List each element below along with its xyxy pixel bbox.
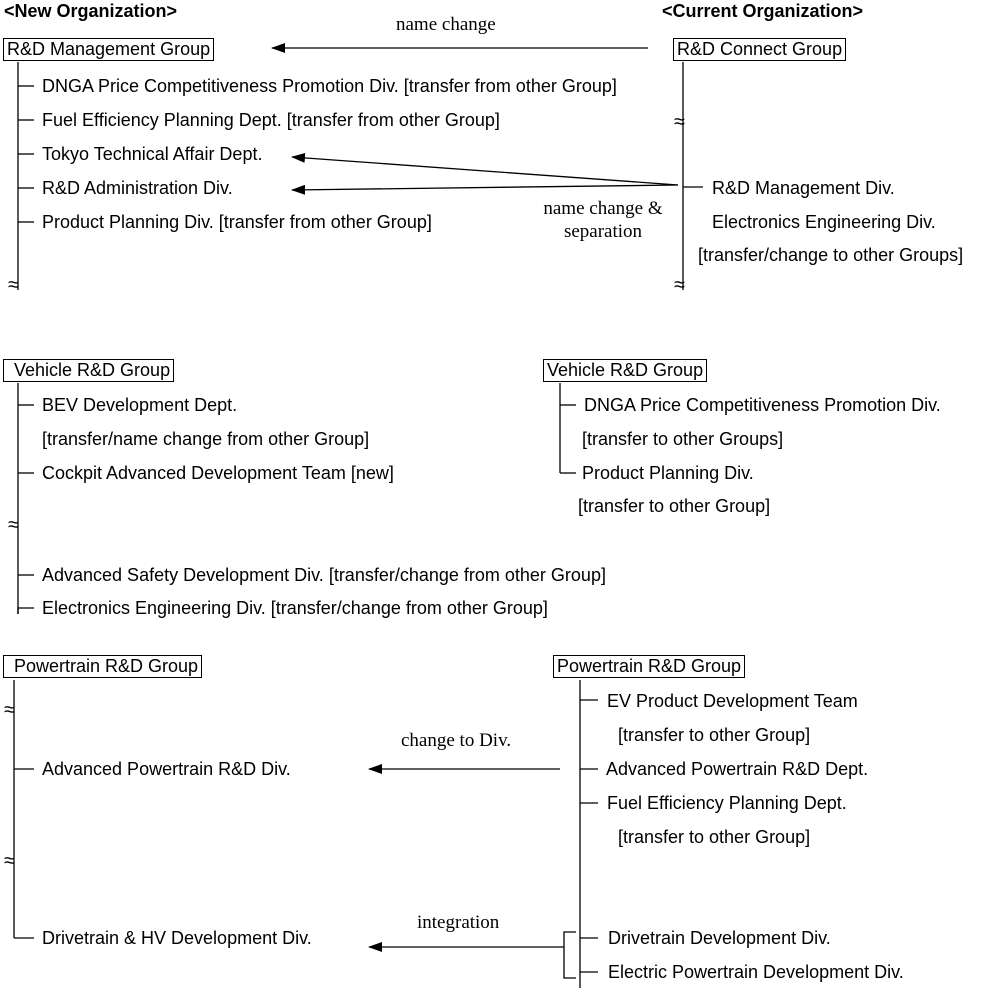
new-item: Advanced Powertrain R&D Div. bbox=[42, 759, 291, 779]
label-name-change-separation-1: name change & bbox=[543, 198, 663, 219]
current-item: Electronics Engineering Div. bbox=[712, 212, 936, 232]
label-name-change-separation-2: separation bbox=[563, 221, 643, 242]
current-item-note: [transfer to other Group] bbox=[618, 827, 811, 847]
new-item: Fuel Efficiency Planning Dept. [transfer from other Group] bbox=[42, 110, 500, 130]
new-group-powertrain-rd: Powertrain R&D Group bbox=[3, 655, 202, 678]
current-item: DNGA Price Competitiveness Promotion Div. bbox=[584, 395, 941, 415]
current-item: Fuel Efficiency Planning Dept. bbox=[607, 793, 847, 813]
current-item-note: [transfer to other Groups] bbox=[582, 429, 784, 449]
break-mark: ≈ bbox=[674, 274, 685, 296]
new-item: Electronics Engineering Div. [transfer/change from other Group] bbox=[42, 598, 548, 618]
break-mark: ≈ bbox=[4, 699, 15, 721]
label-integration: integration bbox=[417, 912, 500, 933]
current-item: Electric Powertrain Development Div. bbox=[608, 962, 904, 982]
new-item: Tokyo Technical Affair Dept. bbox=[42, 144, 263, 164]
new-item: Drivetrain & HV Development Div. bbox=[42, 928, 312, 948]
current-item-note: [transfer to other Group] bbox=[578, 496, 771, 516]
new-item: Product Planning Div. [transfer from other Group] bbox=[42, 212, 432, 232]
current-group-powertrain-rd: Powertrain R&D Group bbox=[553, 655, 745, 678]
current-item-note: [transfer/change to other Groups] bbox=[698, 245, 964, 265]
arrow-to-tokyo-technical bbox=[292, 157, 678, 185]
current-item: R&D Management Div. bbox=[712, 178, 895, 198]
break-mark: ≈ bbox=[8, 274, 19, 296]
label-change-to-div: change to Div. bbox=[401, 730, 512, 751]
new-group-rd-management: R&D Management Group bbox=[3, 38, 214, 61]
break-mark: ≈ bbox=[8, 514, 19, 536]
current-group-vehicle-rd: Vehicle R&D Group bbox=[543, 359, 707, 382]
new-organization-header: <New Organization> bbox=[4, 1, 178, 21]
new-group-vehicle-rd: Vehicle R&D Group bbox=[3, 359, 174, 382]
current-item: Product Planning Div. bbox=[582, 463, 754, 483]
new-item: Advanced Safety Development Div. [transfer/change from other Group] bbox=[42, 565, 606, 585]
current-item: EV Product Development Team bbox=[607, 691, 858, 711]
break-mark: ≈ bbox=[4, 850, 15, 872]
current-item: Drivetrain Development Div. bbox=[608, 928, 831, 948]
current-organization-header: <Current Organization> bbox=[662, 1, 864, 21]
label-name-change: name change bbox=[396, 14, 496, 35]
new-item: BEV Development Dept. bbox=[42, 395, 238, 415]
current-item-note: [transfer to other Group] bbox=[618, 725, 811, 745]
integration-bracket bbox=[564, 932, 576, 978]
current-group-rd-connect: R&D Connect Group bbox=[673, 38, 846, 61]
new-item: R&D Administration Div. bbox=[42, 178, 233, 198]
new-item: Cockpit Advanced Development Team [new] bbox=[42, 463, 394, 483]
new-item-note: [transfer/name change from other Group] bbox=[42, 429, 370, 449]
new-item: DNGA Price Competitiveness Promotion Div. [transfer from other Group] bbox=[42, 76, 617, 96]
current-item: Advanced Powertrain R&D Dept. bbox=[606, 759, 869, 779]
arrow-to-rd-administration bbox=[292, 185, 678, 190]
break-mark: ≈ bbox=[674, 111, 685, 133]
